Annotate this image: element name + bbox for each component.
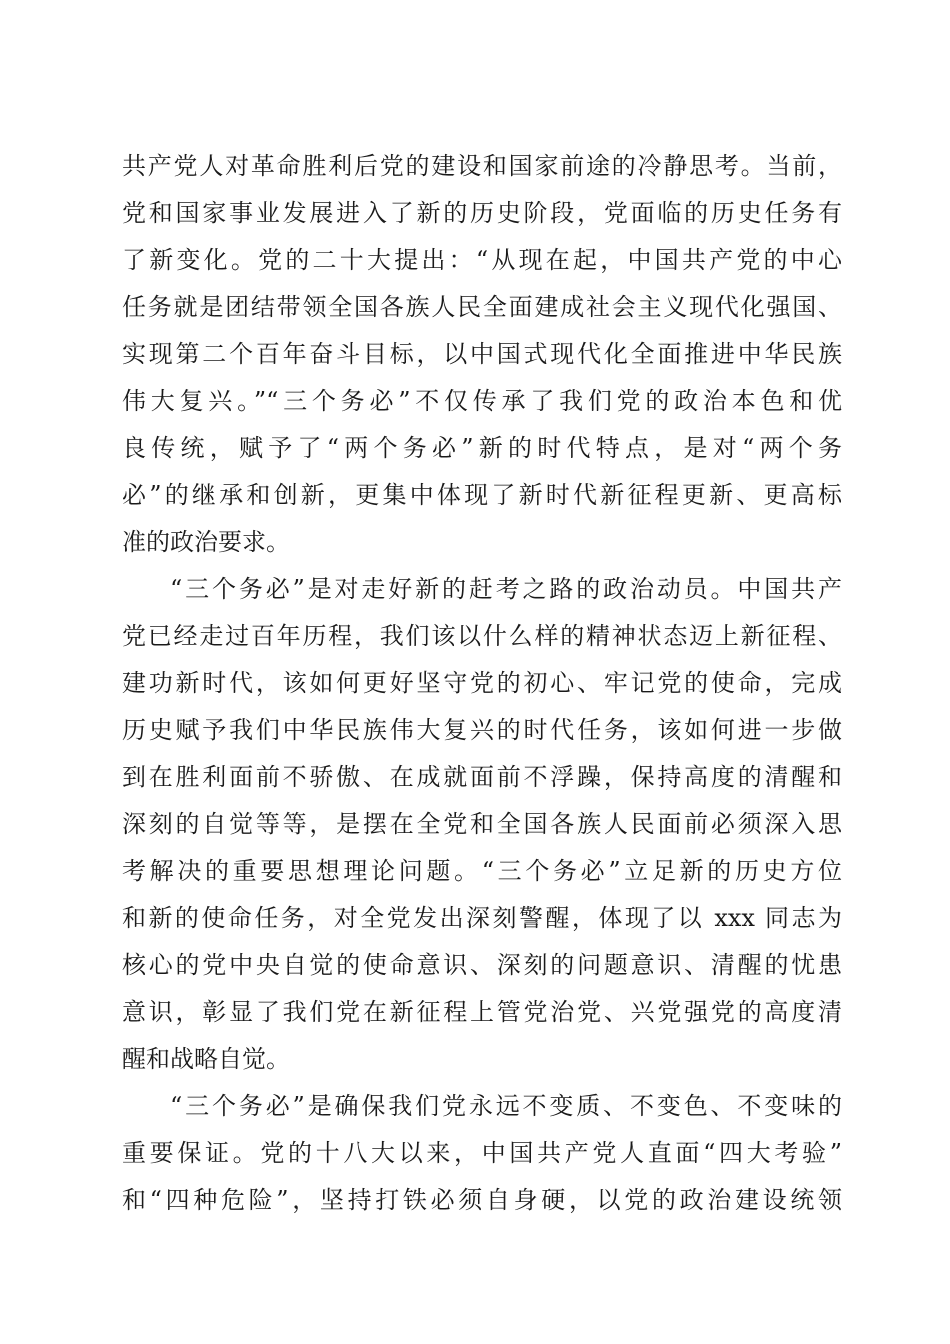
paragraph-2-line-5: 到在胜利面前不骄傲、在成就面前不浮躁，保持高度的清醒和 (122, 763, 842, 791)
paragraph-1-line-9: 准的政治要求。 (122, 528, 290, 556)
paragraph-2-line-1: “三个务必”是对走好新的赶考之路的政治动员。中国共产 (170, 575, 842, 603)
paragraph-2-line-7: 考解决的重要思想理论问题。“三个务必”立足新的历史方位 (122, 857, 842, 885)
paragraph-3-line-2: 重要保证。党的十八大以来，中国共产党人直面“四大考验” (122, 1139, 842, 1167)
paragraph-1-line-7: 良传统，赋予了“两个务必”新的时代特点，是对“两个务 (122, 434, 842, 462)
paragraph-1-line-4: 任务就是团结带领全国各族人民全面建成社会主义现代化强国、 (122, 293, 842, 321)
paragraph-1-line-5: 实现第二个百年奋斗目标，以中国式现代化全面推进中华民族 (122, 340, 842, 368)
paragraph-1-line-6: 伟大复兴。”“三个务必”不仅传承了我们党的政治本色和优 (122, 387, 842, 415)
paragraph-3-line-3: 和“四种危险”，坚持打铁必须自身硬，以党的政治建设统领 (122, 1186, 842, 1214)
paragraph-2-line-2: 党已经走过百年历程，我们该以什么样的精神状态迈上新征程、 (122, 622, 842, 650)
paragraph-2-line-3: 建功新时代，该如何更好坚守党的初心、牢记党的使命，完成 (122, 669, 842, 697)
document-body (122, 143, 842, 1224)
paragraph-1-line-8: 必”的继承和创新，更集中体现了新时代新征程更新、更高标 (122, 481, 842, 509)
paragraph-3-line-1: “三个务必”是确保我们党永远不变质、不变色、不变味的 (170, 1092, 842, 1120)
paragraph-2-line-10: 意识，彰显了我们党在新征程上管党治党、兴党强党的高度清 (122, 998, 842, 1026)
paragraph-1-line-3: 了新变化。党的二十大提出：“从现在起，中国共产党的中心 (122, 246, 842, 274)
paragraph-2-line-9: 核心的党中央自觉的使命意识、深刻的问题意识、清醒的忧患 (122, 951, 842, 979)
paragraph-1-line-1: 共产党人对革命胜利后党的建设和国家前途的冷静思考。当前， (122, 152, 842, 180)
paragraph-2-line-8: 和新的使命任务，对全党发出深刻警醒，体现了以 xxx 同志为 (122, 904, 842, 932)
paragraph-2-line-4: 历史赋予我们中华民族伟大复兴的时代任务，该如何进一步做 (122, 716, 842, 744)
paragraph-1-line-2: 党和国家事业发展进入了新的历史阶段，党面临的历史任务有 (122, 199, 842, 227)
paragraph-2-line-6: 深刻的自觉等等，是摆在全党和全国各族人民面前必须深入思 (122, 810, 842, 838)
paragraph-2-line-11: 醒和战略自觉。 (122, 1045, 290, 1073)
